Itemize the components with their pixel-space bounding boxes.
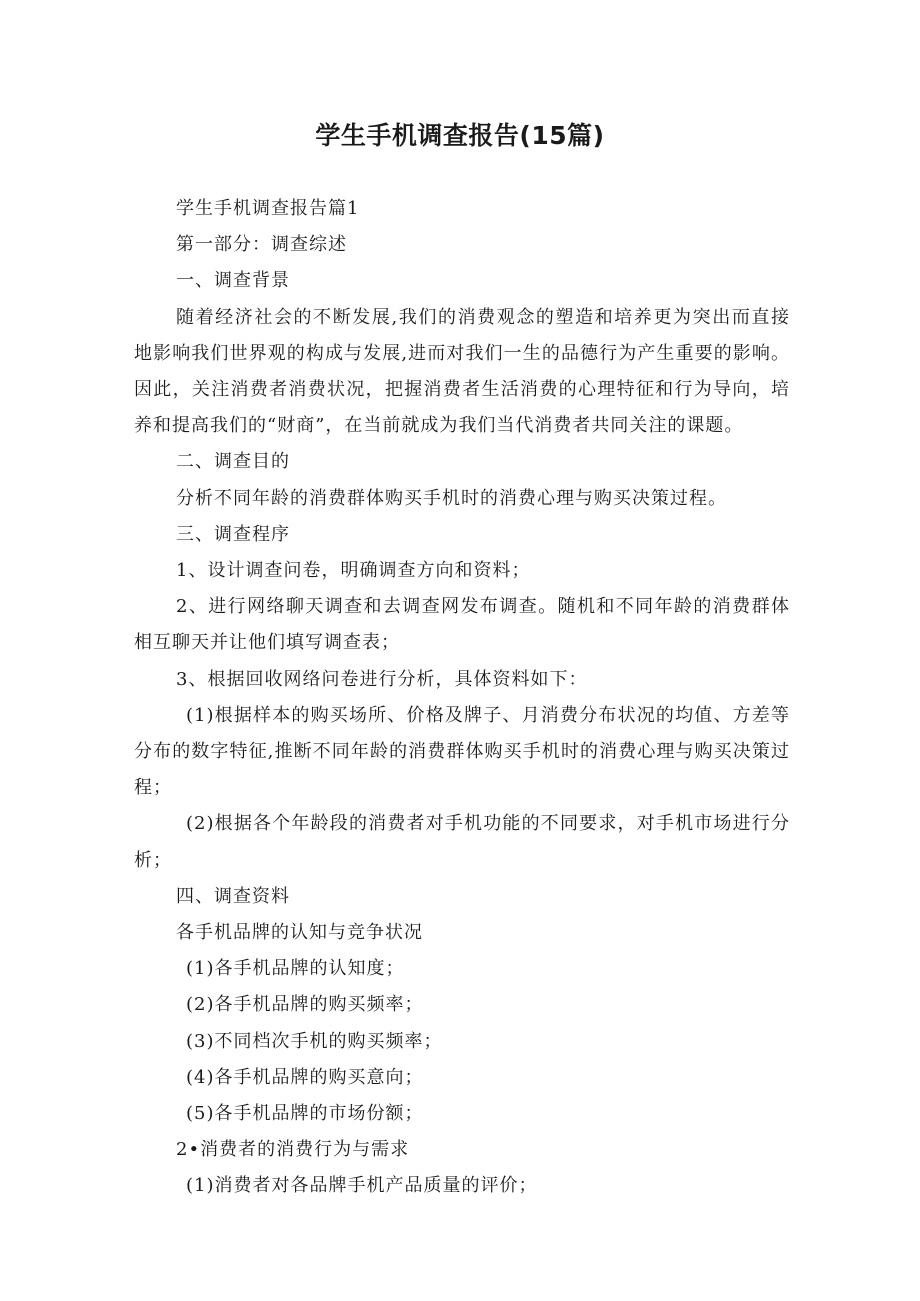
list-item: 3、根据回收网络问卷进行分析，具体资料如下： [176,668,588,690]
subsection-heading: 四、调查资料 [176,885,290,907]
sub-list-item: (2)各手机品牌的购买频率； [186,994,424,1016]
document-body [134,191,790,1205]
sub-list-item: (1)各手机品牌的认知度； [186,958,405,980]
sub-list-item: (1)消费者对各品牌手机产品质量的评价； [186,1175,538,1197]
sub-list-item: (1)根据样本的购买场所、价格及牌子、月消费分布状况的均值、方差等分布的数字特征,推断不同年龄的消费群体购买手机时的消费心理与购买决策过程； [134,704,790,799]
body-paragraph: 分析不同年龄的消费群体购买手机时的消费心理与购买决策过程。 [176,487,727,509]
document-title: 学生手机调查报告(15篇) [315,121,605,150]
subsection-heading: 一、调查背景 [176,270,290,292]
subsection-heading: 二、调查目的 [176,451,290,473]
part-heading: 第一部分：调查综述 [176,234,347,256]
list-item: 2、进行网络聊天调查和去调查网发布调查。随机和不同年龄的消费群体相互聊天并让他们填写调查表； [134,596,790,654]
sub-list-item: (5)各手机品牌的市场份额； [186,1103,424,1125]
body-paragraph: 随着经济社会的不断发展,我们的消费观念的塑造和培养更为突出而直接地影响我们世界观的构成与发展,进而对我们一生的品德行为产生重要的影响。因此，关注消费者消费状况，把握消费者生活消费的心理特征和行为导向，培养和提高我们的“财商”，在当前就成为我们当代消费者共同关注的课题。 [134,306,790,437]
sub-list-item: (3)不同档次手机的购买频率； [186,1030,443,1052]
list-item: 1、设计调查问卷，明确调查方向和资料； [176,560,531,582]
subsection-heading: 三、调查程序 [176,523,290,545]
sub-list-item: (2)根据各个年龄段的消费者对手机功能的不同要求，对手机市场进行分析； [134,813,790,871]
list-heading: 2•消费者的消费行为与需求 [176,1139,410,1161]
sub-list-item: (4)各手机品牌的购买意向； [186,1066,424,1088]
section-heading: 学生手机调查报告篇1 [176,198,360,219]
list-heading: 各手机品牌的认知与竞争状况 [176,922,423,944]
